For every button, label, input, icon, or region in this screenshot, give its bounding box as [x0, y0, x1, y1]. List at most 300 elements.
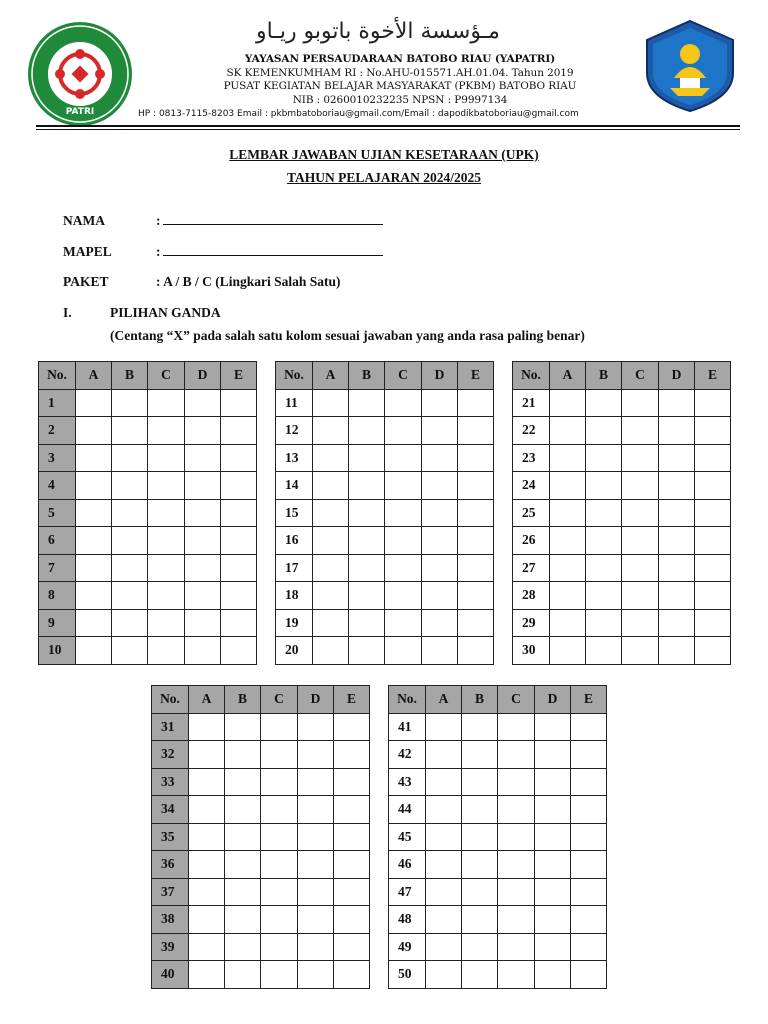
question-number: 22 [513, 417, 550, 445]
answer-cell-a[interactable] [189, 823, 225, 851]
answer-cell-c[interactable] [498, 796, 535, 824]
answer-cell-a[interactable] [550, 499, 586, 527]
answer-cell-c[interactable] [385, 527, 422, 555]
answer-cell-d[interactable] [659, 582, 695, 610]
answer-cell-a[interactable] [313, 527, 349, 555]
answer-cell-c[interactable] [622, 527, 659, 555]
answer-cell-d[interactable] [535, 768, 571, 796]
answer-cell-b[interactable] [586, 582, 622, 610]
answer-cell-e[interactable] [334, 823, 370, 851]
answer-cell-d[interactable] [422, 527, 458, 555]
answer-cell-b[interactable] [112, 472, 148, 500]
answer-cell-b[interactable] [462, 851, 498, 879]
answer-cell-a[interactable] [426, 906, 462, 934]
answer-cell-b[interactable] [112, 499, 148, 527]
answer-cell-b[interactable] [462, 796, 498, 824]
answer-cell-d[interactable] [659, 554, 695, 582]
answer-cell-c[interactable] [148, 609, 185, 637]
answer-cell-e[interactable] [458, 472, 494, 500]
answer-cell-e[interactable] [458, 582, 494, 610]
answer-cell-e[interactable] [571, 878, 607, 906]
answer-cell-b[interactable] [225, 823, 261, 851]
answer-cell-d[interactable] [422, 637, 458, 665]
answer-cell-a[interactable] [76, 444, 112, 472]
answer-cell-e[interactable] [334, 851, 370, 879]
answer-cell-a[interactable] [76, 527, 112, 555]
answer-cell-b[interactable] [349, 499, 385, 527]
answer-cell-e[interactable] [334, 713, 370, 741]
answer-cell-c[interactable] [385, 499, 422, 527]
answer-cell-b[interactable] [462, 878, 498, 906]
answer-cell-e[interactable] [221, 499, 257, 527]
answer-cell-e[interactable] [695, 582, 731, 610]
answer-cell-b[interactable] [112, 417, 148, 445]
answer-cell-e[interactable] [695, 444, 731, 472]
answer-cell-a[interactable] [426, 961, 462, 989]
answer-cell-a[interactable] [313, 472, 349, 500]
answer-cell-a[interactable] [76, 554, 112, 582]
answer-cell-c[interactable] [385, 609, 422, 637]
answer-cell-c[interactable] [498, 878, 535, 906]
answer-cell-d[interactable] [422, 417, 458, 445]
answer-cell-d[interactable] [185, 637, 221, 665]
answer-cell-c[interactable] [498, 906, 535, 934]
answer-cell-e[interactable] [334, 796, 370, 824]
answer-cell-d[interactable] [659, 472, 695, 500]
answer-cell-d[interactable] [422, 609, 458, 637]
answer-cell-c[interactable] [622, 444, 659, 472]
answer-cell-e[interactable] [571, 961, 607, 989]
answer-cell-e[interactable] [571, 741, 607, 769]
answer-cell-c[interactable] [148, 637, 185, 665]
table-row [513, 389, 731, 417]
answer-cell-c[interactable] [498, 823, 535, 851]
answer-cell-c[interactable] [498, 741, 535, 769]
table-header-row [39, 362, 257, 390]
answer-cell-e[interactable] [221, 527, 257, 555]
answer-cell-d[interactable] [535, 796, 571, 824]
answer-cell-b[interactable] [462, 741, 498, 769]
answer-cell-c[interactable] [261, 768, 298, 796]
answer-cell-e[interactable] [695, 609, 731, 637]
question-number: 50 [389, 961, 426, 989]
column-header-option: C [622, 362, 659, 390]
answer-cell-a[interactable] [76, 417, 112, 445]
answer-cell-b[interactable] [225, 933, 261, 961]
answer-cell-d[interactable] [535, 878, 571, 906]
field-paket[interactable] [63, 274, 341, 290]
answer-cell-b[interactable] [586, 527, 622, 555]
answer-cell-b[interactable] [112, 389, 148, 417]
answer-cell-c[interactable] [261, 961, 298, 989]
answer-cell-d[interactable] [422, 389, 458, 417]
table-row [152, 768, 370, 796]
question-number: 4 [39, 472, 76, 500]
answer-cell-e[interactable] [221, 472, 257, 500]
answer-cell-e[interactable] [571, 823, 607, 851]
table-row [39, 609, 257, 637]
answer-cell-d[interactable] [422, 444, 458, 472]
question-number: 36 [152, 851, 189, 879]
answer-cell-a[interactable] [189, 961, 225, 989]
answer-cell-a[interactable] [76, 609, 112, 637]
question-number: 23 [513, 444, 550, 472]
answer-cell-a[interactable] [76, 582, 112, 610]
answer-cell-e[interactable] [221, 417, 257, 445]
answer-cell-d[interactable] [535, 713, 571, 741]
answer-cell-b[interactable] [349, 582, 385, 610]
answer-cell-a[interactable] [313, 389, 349, 417]
question-number: 37 [152, 878, 189, 906]
svg-text:مـؤسسة الأخوة باتوبو ريـاو: مـؤسسة الأخوة باتوبو ريـاو [256, 19, 500, 44]
answer-cell-c[interactable] [261, 741, 298, 769]
answer-cell-e[interactable] [334, 741, 370, 769]
answer-cell-c[interactable] [148, 582, 185, 610]
question-number: 24 [513, 472, 550, 500]
answer-cell-e[interactable] [571, 796, 607, 824]
answer-cell-e[interactable] [695, 499, 731, 527]
answer-cell-c[interactable] [622, 389, 659, 417]
answer-cell-e[interactable] [458, 417, 494, 445]
answer-cell-a[interactable] [189, 933, 225, 961]
answer-cell-a[interactable] [313, 582, 349, 610]
answer-cell-e[interactable] [458, 637, 494, 665]
answer-cell-e[interactable] [571, 933, 607, 961]
answer-cell-a[interactable] [426, 796, 462, 824]
table-row [39, 527, 257, 555]
answer-cell-a[interactable] [550, 417, 586, 445]
column-header-option: E [695, 362, 731, 390]
answer-cell-c[interactable] [498, 933, 535, 961]
answer-cell-c[interactable] [148, 417, 185, 445]
answer-cell-b[interactable] [586, 444, 622, 472]
answer-cell-e[interactable] [334, 961, 370, 989]
answer-cell-d[interactable] [422, 472, 458, 500]
field-mapel[interactable] [63, 244, 383, 260]
answer-cell-c[interactable] [261, 906, 298, 934]
answer-cell-e[interactable] [458, 499, 494, 527]
column-header-option: D [422, 362, 458, 390]
answer-cell-c[interactable] [385, 417, 422, 445]
answer-cell-b[interactable] [225, 878, 261, 906]
answer-cell-a[interactable] [189, 741, 225, 769]
table-row [39, 637, 257, 665]
answer-cell-d[interactable] [422, 582, 458, 610]
answer-cell-b[interactable] [586, 554, 622, 582]
answer-cell-a[interactable] [76, 389, 112, 417]
answer-cell-d[interactable] [185, 609, 221, 637]
answer-cell-d[interactable] [185, 582, 221, 610]
answer-cell-a[interactable] [550, 637, 586, 665]
answer-cell-b[interactable] [349, 444, 385, 472]
column-header-no: No. [152, 686, 189, 714]
answer-cell-d[interactable] [185, 389, 221, 417]
table-row [389, 933, 607, 961]
answer-cell-d[interactable] [298, 933, 334, 961]
answer-cell-e[interactable] [221, 609, 257, 637]
answer-cell-d[interactable] [185, 417, 221, 445]
answer-cell-b[interactable] [225, 851, 261, 879]
answer-cell-c[interactable] [148, 527, 185, 555]
answer-cell-d[interactable] [185, 499, 221, 527]
column-header-option: A [76, 362, 112, 390]
column-header-option: D [659, 362, 695, 390]
answer-cell-c[interactable] [622, 554, 659, 582]
column-header-option: B [462, 686, 498, 714]
question-number: 32 [152, 741, 189, 769]
table-row [39, 554, 257, 582]
answer-cell-d[interactable] [659, 444, 695, 472]
answer-cell-d[interactable] [659, 389, 695, 417]
answer-cell-b[interactable] [586, 637, 622, 665]
answer-cell-c[interactable] [261, 713, 298, 741]
answer-cell-e[interactable] [458, 389, 494, 417]
answer-cell-e[interactable] [695, 389, 731, 417]
answer-cell-e[interactable] [571, 851, 607, 879]
answer-cell-b[interactable] [349, 554, 385, 582]
answer-cell-c[interactable] [261, 851, 298, 879]
answer-cell-a[interactable] [313, 637, 349, 665]
answer-cell-a[interactable] [76, 637, 112, 665]
answer-cell-d[interactable] [185, 444, 221, 472]
answer-cell-a[interactable] [550, 554, 586, 582]
answer-cell-e[interactable] [221, 554, 257, 582]
answer-cell-c[interactable] [148, 444, 185, 472]
answer-cell-c[interactable] [385, 389, 422, 417]
answer-cell-b[interactable] [225, 796, 261, 824]
answer-cell-c[interactable] [385, 554, 422, 582]
answer-cell-a[interactable] [189, 851, 225, 879]
answer-cell-b[interactable] [225, 741, 261, 769]
question-number: 15 [276, 499, 313, 527]
answer-cell-d[interactable] [298, 878, 334, 906]
answer-cell-d[interactable] [535, 906, 571, 934]
answer-cell-d[interactable] [659, 637, 695, 665]
answer-cell-a[interactable] [76, 499, 112, 527]
answer-cell-a[interactable] [426, 768, 462, 796]
question-number: 33 [152, 768, 189, 796]
answer-cell-b[interactable] [112, 582, 148, 610]
answer-cell-b[interactable] [349, 389, 385, 417]
answer-cell-e[interactable] [334, 768, 370, 796]
field-label: PAKET [63, 274, 109, 289]
answer-cell-a[interactable] [189, 796, 225, 824]
answer-cell-a[interactable] [550, 444, 586, 472]
answer-cell-d[interactable] [659, 417, 695, 445]
answer-cell-d[interactable] [298, 961, 334, 989]
answer-cell-c[interactable] [261, 878, 298, 906]
answer-cell-a[interactable] [313, 554, 349, 582]
answer-cell-a[interactable] [313, 444, 349, 472]
nama-blank-line[interactable] [163, 213, 383, 225]
answer-cell-b[interactable] [349, 417, 385, 445]
answer-cell-e[interactable] [458, 609, 494, 637]
answer-cell-e[interactable] [571, 768, 607, 796]
answer-cell-c[interactable] [622, 637, 659, 665]
answer-cell-c[interactable] [622, 499, 659, 527]
answer-cell-d[interactable] [659, 499, 695, 527]
column-header-option: B [112, 362, 148, 390]
answer-cell-c[interactable] [148, 472, 185, 500]
answer-cell-d[interactable] [535, 823, 571, 851]
answer-cell-c[interactable] [622, 582, 659, 610]
answer-cell-b[interactable] [225, 961, 261, 989]
column-header-option: D [298, 686, 334, 714]
column-header-option: B [225, 686, 261, 714]
answer-cell-b[interactable] [349, 637, 385, 665]
field-nama[interactable] [63, 213, 383, 229]
answer-cell-b[interactable] [462, 933, 498, 961]
answer-cell-b[interactable] [462, 823, 498, 851]
answer-cell-c[interactable] [385, 582, 422, 610]
answer-cell-e[interactable] [458, 444, 494, 472]
answer-cell-b[interactable] [586, 609, 622, 637]
answer-cell-a[interactable] [550, 389, 586, 417]
question-number: 3 [39, 444, 76, 472]
answer-cell-d[interactable] [185, 554, 221, 582]
answer-cell-e[interactable] [695, 554, 731, 582]
answer-cell-b[interactable] [462, 961, 498, 989]
answer-cell-d[interactable] [298, 713, 334, 741]
answer-cell-e[interactable] [221, 582, 257, 610]
answer-cell-d[interactable] [422, 554, 458, 582]
answer-cell-a[interactable] [76, 472, 112, 500]
answer-cell-e[interactable] [334, 933, 370, 961]
answer-cell-d[interactable] [298, 851, 334, 879]
answer-cell-b[interactable] [112, 527, 148, 555]
answer-cell-b[interactable] [112, 444, 148, 472]
answer-cell-a[interactable] [189, 906, 225, 934]
answer-cell-d[interactable] [298, 741, 334, 769]
answer-cell-b[interactable] [112, 609, 148, 637]
answer-cell-b[interactable] [586, 417, 622, 445]
answer-cell-d[interactable] [185, 527, 221, 555]
answer-cell-a[interactable] [189, 768, 225, 796]
answer-cell-b[interactable] [462, 713, 498, 741]
question-number: 21 [513, 389, 550, 417]
answer-cell-a[interactable] [550, 472, 586, 500]
answer-cell-a[interactable] [313, 417, 349, 445]
sk-line: SK KEMENKUMHAM RI : No.AHU-015571.AH.01.04. Tahun 2019 [226, 66, 574, 79]
answer-cell-a[interactable] [426, 741, 462, 769]
answer-cell-b[interactable] [586, 499, 622, 527]
answer-cell-d[interactable] [535, 933, 571, 961]
answer-cell-c[interactable] [498, 851, 535, 879]
answer-cell-a[interactable] [189, 878, 225, 906]
answer-cell-e[interactable] [334, 906, 370, 934]
answer-cell-a[interactable] [426, 878, 462, 906]
answer-cell-a[interactable] [550, 609, 586, 637]
answer-cell-e[interactable] [571, 906, 607, 934]
answer-cell-d[interactable] [298, 823, 334, 851]
table-row [276, 637, 494, 665]
answer-cell-a[interactable] [426, 851, 462, 879]
answer-cell-e[interactable] [334, 878, 370, 906]
answer-cell-c[interactable] [498, 768, 535, 796]
answer-cell-e[interactable] [221, 637, 257, 665]
answer-table-2 [275, 361, 494, 665]
answer-cell-c[interactable] [622, 609, 659, 637]
answer-cell-e[interactable] [221, 389, 257, 417]
question-number: 13 [276, 444, 313, 472]
answer-cell-d[interactable] [298, 906, 334, 934]
table-row [513, 499, 731, 527]
answer-cell-c[interactable] [622, 417, 659, 445]
arabic-calligraphy [228, 12, 528, 48]
answer-cell-c[interactable] [498, 961, 535, 989]
answer-cell-d[interactable] [422, 499, 458, 527]
answer-cell-e[interactable] [458, 554, 494, 582]
table-row [513, 637, 731, 665]
answer-cell-a[interactable] [550, 582, 586, 610]
answer-cell-a[interactable] [313, 609, 349, 637]
answer-cell-d[interactable] [535, 741, 571, 769]
answer-cell-a[interactable] [426, 713, 462, 741]
answer-cell-b[interactable] [349, 472, 385, 500]
answer-cell-c[interactable] [385, 472, 422, 500]
answer-cell-c[interactable] [148, 389, 185, 417]
answer-cell-c[interactable] [261, 823, 298, 851]
answer-cell-d[interactable] [659, 527, 695, 555]
answer-cell-e[interactable] [695, 527, 731, 555]
mapel-blank-line[interactable] [163, 244, 383, 256]
answer-cell-c[interactable] [261, 796, 298, 824]
answer-cell-a[interactable] [426, 933, 462, 961]
answer-cell-c[interactable] [385, 444, 422, 472]
answer-cell-b[interactable] [225, 768, 261, 796]
answer-cell-d[interactable] [535, 851, 571, 879]
answer-cell-e[interactable] [695, 637, 731, 665]
answer-cell-d[interactable] [659, 609, 695, 637]
answer-cell-e[interactable] [571, 713, 607, 741]
answer-cell-d[interactable] [185, 472, 221, 500]
answer-cell-c[interactable] [148, 499, 185, 527]
question-number: 43 [389, 768, 426, 796]
answer-cell-a[interactable] [189, 713, 225, 741]
answer-cell-c[interactable] [498, 713, 535, 741]
answer-cell-b[interactable] [349, 609, 385, 637]
answer-cell-a[interactable] [550, 527, 586, 555]
answer-cell-e[interactable] [695, 472, 731, 500]
answer-cell-c[interactable] [622, 472, 659, 500]
answer-cell-b[interactable] [586, 389, 622, 417]
answer-cell-b[interactable] [349, 527, 385, 555]
answer-cell-a[interactable] [426, 823, 462, 851]
answer-cell-b[interactable] [225, 906, 261, 934]
column-header-option: C [498, 686, 535, 714]
answer-cell-e[interactable] [221, 444, 257, 472]
answer-cell-c[interactable] [261, 933, 298, 961]
answer-cell-e[interactable] [458, 527, 494, 555]
answer-cell-d[interactable] [298, 796, 334, 824]
answer-cell-b[interactable] [462, 768, 498, 796]
answer-cell-c[interactable] [148, 554, 185, 582]
answer-cell-b[interactable] [112, 637, 148, 665]
answer-cell-b[interactable] [462, 906, 498, 934]
answer-cell-a[interactable] [313, 499, 349, 527]
answer-cell-b[interactable] [586, 472, 622, 500]
answer-cell-d[interactable] [535, 961, 571, 989]
table-row [152, 878, 370, 906]
column-header-option: E [221, 362, 257, 390]
table-header-row [389, 686, 607, 714]
answer-cell-b[interactable] [112, 554, 148, 582]
table-row [513, 582, 731, 610]
answer-cell-b[interactable] [225, 713, 261, 741]
answer-cell-d[interactable] [298, 768, 334, 796]
answer-cell-c[interactable] [385, 637, 422, 665]
answer-cell-e[interactable] [695, 417, 731, 445]
